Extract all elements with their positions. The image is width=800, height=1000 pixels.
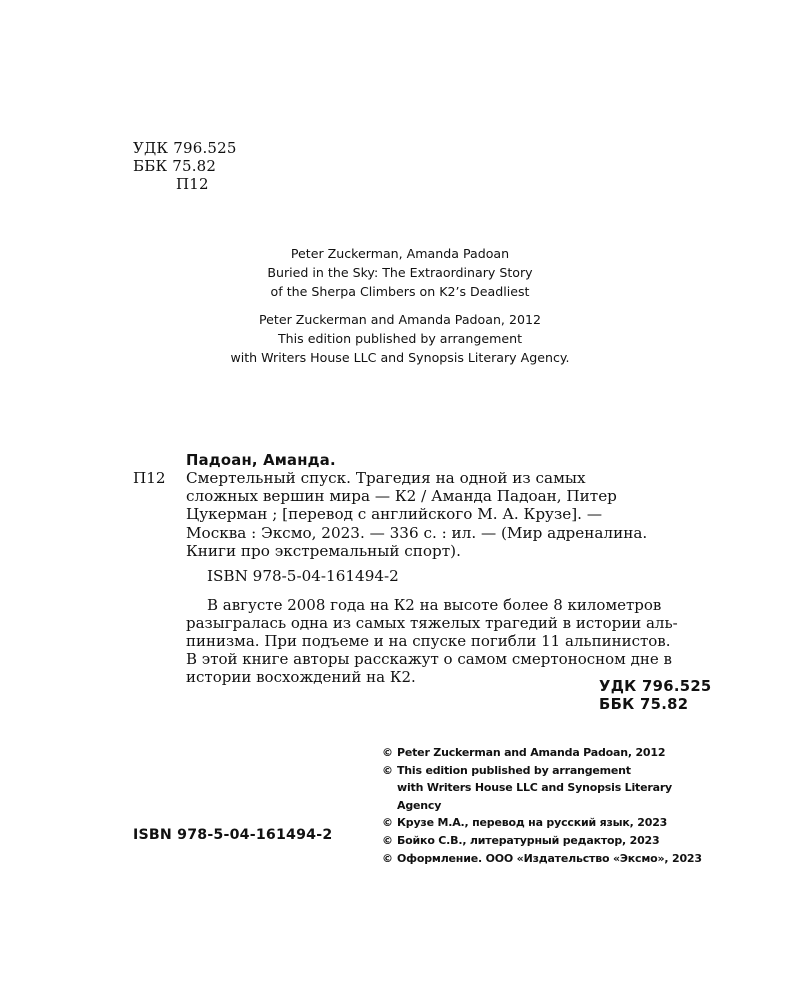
- copyright-line: [382, 814, 727, 832]
- card-description: Смертельный спуск. Трагедия на одной из самых сложных вершин мира — К2 / Аманда Падоан, Питер Цукерман ; [перевод с английского М. А. Крузе]. — Москва : Эксмо, 2023. — 336 с. : ил. — (Мир адреналина. Книги про экстремальный спорт).: [186, 469, 648, 560]
- copyright-line-continuation: Agency: [397, 798, 442, 812]
- original-title-line-1: Buried in the Sky: The Extraordinary Story: [267, 265, 533, 280]
- card-isbn: ISBN 978-5-04-161494-2: [207, 567, 399, 585]
- copyright-text: This edition published by arrangement: [397, 763, 631, 777]
- original-title-line-2: of the Sherpa Climbers on K2’s Deadliest: [270, 284, 530, 299]
- copyright-line: [382, 832, 727, 850]
- arrangement-line-2: with Writers House LLC and Synopsis Literary Agency.: [230, 350, 570, 365]
- card-author-heading: Падоан, Аманда.: [186, 452, 336, 469]
- copyright-sign: ©: [382, 851, 393, 865]
- copyright-sign: ©: [382, 763, 393, 777]
- original-copyright: Peter Zuckerman and Amanda Padoan, 2012: [258, 312, 541, 327]
- copyright-sign: ©: [382, 833, 393, 847]
- copyright-line-continuation: with Writers House LLC and Synopsis Literary: [397, 781, 673, 795]
- bottom-isbn: ISBN 978-5-04-161494-2: [133, 827, 333, 843]
- copyright-text: Оформление. ООО «Издательство «Эксмо», 2023: [397, 851, 702, 865]
- arrangement-line-1: This edition published by arrangement: [277, 331, 523, 346]
- original-rights-block: [0, 244, 800, 367]
- card-codes: [599, 678, 712, 714]
- udk-code: УДК 796.525: [133, 139, 237, 157]
- copyright-list: [382, 744, 727, 867]
- bbk-code: ББК 75.82: [133, 157, 217, 175]
- copyright-sign: ©: [382, 746, 393, 759]
- copyright-line: [382, 850, 727, 868]
- copyright-line: [382, 762, 727, 780]
- original-authors: Peter Zuckerman, Amanda Padoan: [290, 246, 510, 261]
- card-bbk: ББК 75.82: [599, 696, 689, 713]
- top-classification-block: [133, 139, 237, 193]
- copyright-text: Крузе М.А., перевод на русский язык, 2023: [397, 816, 668, 830]
- copyright-sign: ©: [382, 816, 393, 830]
- card-index: П12: [133, 469, 166, 487]
- copyright-text: Peter Zuckerman and Amanda Padoan, 2012: [397, 746, 666, 759]
- author-sign: П12: [176, 175, 209, 193]
- copyright-line: [382, 744, 727, 762]
- card-annotation: В августе 2008 года на К2 на высоте более 8 километров разыгралась одна из самых тяжелых трагедий в истории аль- пинизма. При подъеме и на спуске погибли 11 альпинистов. В этой книге авторы расскажут о самом смертоносном дне в истории восхождений на К2.: [186, 596, 678, 686]
- copyright-text: Бойко С.В., литературный редактор, 2023: [397, 833, 660, 847]
- card-udk: УДК 796.525: [599, 678, 712, 695]
